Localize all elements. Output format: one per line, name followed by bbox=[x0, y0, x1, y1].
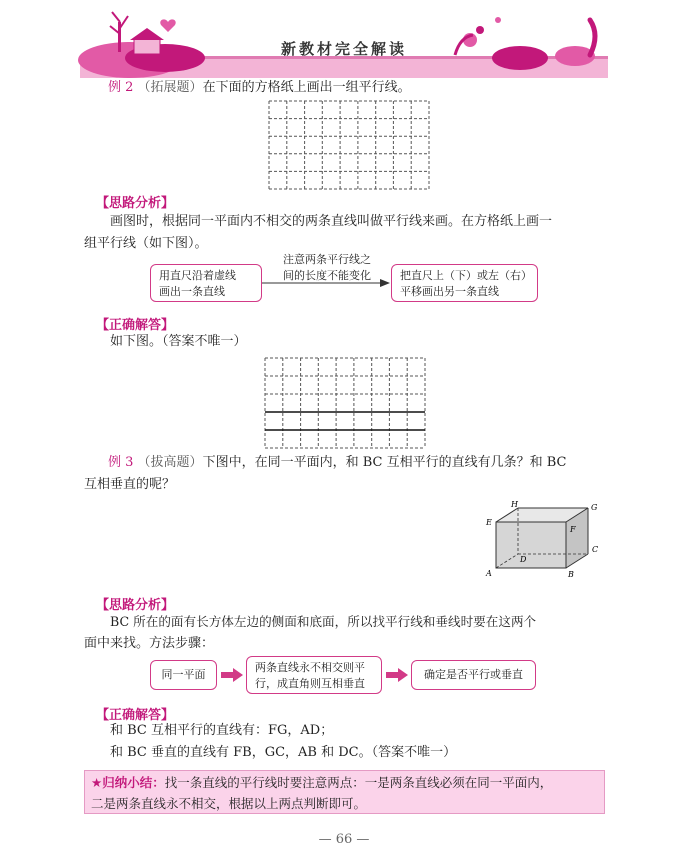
example3-question-line2: 互相垂直的呢？ bbox=[84, 477, 176, 492]
label-A: A bbox=[486, 569, 492, 578]
example2-question bbox=[108, 76, 411, 100]
example3-question-line1 bbox=[108, 451, 566, 475]
grid-paper-answer bbox=[264, 357, 426, 449]
label-G: G bbox=[591, 503, 598, 512]
header-title: 新教材完全解读 bbox=[280, 40, 407, 58]
summary-line2: 二是两条直线永不相交，根据以上两点判断即可。 bbox=[91, 796, 367, 811]
example2-type: （拓展题） bbox=[137, 80, 203, 95]
flow2-step2: 两条直线永不相交则平 行，成直角则互相垂直 bbox=[246, 656, 382, 694]
flow2-step3: 确定是否平行或垂直 bbox=[411, 660, 536, 690]
label-B: B bbox=[568, 570, 574, 579]
example3-question-text: 下图中，在同一平面内，和 BC 互相平行的直线有几条？和 BC bbox=[202, 455, 567, 470]
example3-type: （拔高题） bbox=[137, 455, 203, 470]
label-H: H bbox=[511, 500, 518, 509]
example3-answer-line2: 和 BC 垂直的直线有 FB，GC，AB 和 DC。（答案不唯一） bbox=[110, 745, 457, 760]
flow1-arrow-note: 注意两条平行线之 间的长度不能变化 bbox=[283, 253, 371, 282]
example3-analysis-title: 【思路分析】 bbox=[96, 598, 175, 613]
example3-analysis-line2: 面中来找。方法步骤： bbox=[84, 636, 215, 651]
example2-analysis-line2: 组平行线（如下图）。 bbox=[84, 236, 208, 251]
label-F: F bbox=[570, 525, 576, 534]
flow2-step1: 同一平面 bbox=[150, 660, 217, 690]
summary-box bbox=[84, 770, 605, 814]
summary-line1: ★归纳小结：找一条直线的平行线时要注意两点：一是两条直线必须在同一平面内， bbox=[91, 775, 553, 790]
label-D: D bbox=[520, 555, 527, 564]
example3-answer-title: 【正确解答】 bbox=[96, 708, 175, 723]
example2-label: 例 2 bbox=[108, 80, 134, 95]
flow1-step1: 用直尺沿着虚线 画出一条直线 bbox=[150, 264, 262, 302]
example2-question-text: 在下面的方格纸上画出一组平行线。 bbox=[202, 80, 411, 95]
summary-label: ★归纳小结： bbox=[91, 775, 165, 790]
example2-analysis-line1: 画图时，根据同一平面内不相交的两条直线叫做平行线来画。在方格纸上画一 bbox=[110, 214, 553, 229]
flow1-arrow bbox=[262, 277, 392, 289]
label-E: E bbox=[486, 518, 492, 527]
cuboid-figure bbox=[478, 500, 608, 584]
example3-answer-line1: 和 BC 互相平行的直线有：FG，AD； bbox=[110, 723, 334, 738]
flow2-arrow2 bbox=[386, 668, 408, 682]
label-C: C bbox=[592, 545, 599, 554]
grid-paper-blank bbox=[268, 100, 430, 190]
example2-answer-text: 如下图。（答案不唯一） bbox=[110, 334, 247, 349]
page-number: — 66 — bbox=[318, 832, 370, 847]
example3-label: 例 3 bbox=[108, 455, 134, 470]
page-header bbox=[0, 0, 689, 80]
example3-analysis-line1: BC 所在的面有长方体左边的侧面和底面，所以找平行线和垂线时要在这两个 bbox=[110, 614, 537, 629]
flow2-arrow1 bbox=[221, 668, 243, 682]
example2-answer-title: 【正确解答】 bbox=[96, 318, 175, 333]
parallel-lines bbox=[265, 412, 425, 430]
example2-analysis-title: 【思路分析】 bbox=[96, 196, 175, 211]
flow1-step2: 把直尺上（下）或左（右） 平移画出另一条直线 bbox=[391, 264, 538, 302]
